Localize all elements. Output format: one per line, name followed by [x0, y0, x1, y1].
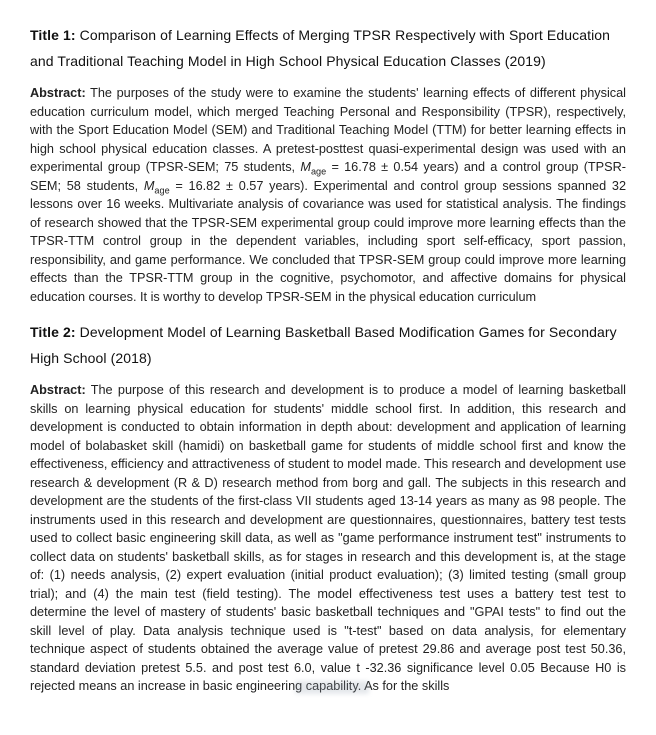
paper-1-abstract — [30, 84, 626, 306]
paper-1-title-text: Comparison of Learning Effects of Merging TPSR Respectively with Sport Education and Traditional Teaching Model in High School Physical Education Classes (2019) — [30, 27, 611, 69]
paper-1-abstract-text: The purposes of the study were to examine the students' learning effects of different physical education curriculum model, which merged Teaching Personal and Responsibility (TPSR), respectively, with the Sport Education Model (SEM) and Traditional Teaching Model (TTM) for better learning effects in high school physical education classes. A pretest-posttest quasi-experimental design was used with an experimental group (TPSR-SEM; 75 students, $M_{age} = 16.78 \pm 0.54$ years) and a control group (TPSR-SEM; 58 students, $M_{age} = 16.82 \pm 0.57$ years). Experimental and control group sessions spanned 32 lessons over 16 weeks. Multivariate analysis of covariance was used for statistical analysis. The findings of research showed that the TPSR-SEM experimental group could improve more learning effects than the TPSR-TTM control group in the dependent variables, including sport self-efficacy, sport passion, responsibility, and game performance. We concluded that TPSR-SEM group could improve more learning effects than the TPSR-TTM group in the cognitive, psychomotor, and affective domains for physical education courses. It is worthy to develop TPSR-SEM in the physical education curriculum — [30, 86, 626, 304]
paper-2-title — [30, 319, 626, 371]
paper-2-abstract-text: The purpose of this research and development is to produce a model of learning basketball skills on learning physical education for students' middle school first. In addition, this research and development is conducted to obtain information in depth about: development and application of learning model of bolabasket skill (hamidi) on basketball game for students of middle school first and know the effectiveness, efficiency and attractiveness of student to model made. This research and development use research & development (R & D) research method from borg and gall. The subjects in this research and development are the students of the first-class VII students aged 13-14 years as many as 98 people. The instruments used in this research and development are questionnaires, questionnaires, battery test tests used to collect basic engineering skill data, as well as "game performance instrument test" instruments to collect data on students' basketball skills, as for stages in research and this development is, at the stage of: (1) needs analysis, (2) expert evaluation (initial product evaluation); (3) limited testing (small group trial); and (4) the main test (field testing). The model effectiveness test uses a battery test test to determine the level of mastery of students' basic basketball techniques and "GPAI tests" to find out the skill level of play. Data analysis technique used is "t-test" based on data analysis, for elementary technique aspect of students obtained the average value of pretest 29.86 and average post test 50.36, standard deviation pretest 5.5. and post test 6.0, value t -32.36 significance level 0.05 Because H0 is rejected means an increase in basic engineering capability. As for the skills — [30, 383, 626, 693]
paper-section-2 — [30, 319, 626, 696]
paper-2-abstract — [30, 381, 626, 696]
paper-1-title — [30, 22, 626, 74]
paper-section-1 — [30, 22, 626, 306]
paper-1-abstract-label: Abstract: — [30, 86, 86, 100]
paper-2-title-text: Development Model of Learning Basketball Based Modification Games for Secondary High School (2018) — [30, 324, 617, 366]
paper-2-title-label: Title 2: — [30, 324, 76, 340]
paper-2-abstract-label: Abstract: — [30, 383, 86, 397]
paper-1-title-label: Title 1: — [30, 27, 76, 43]
